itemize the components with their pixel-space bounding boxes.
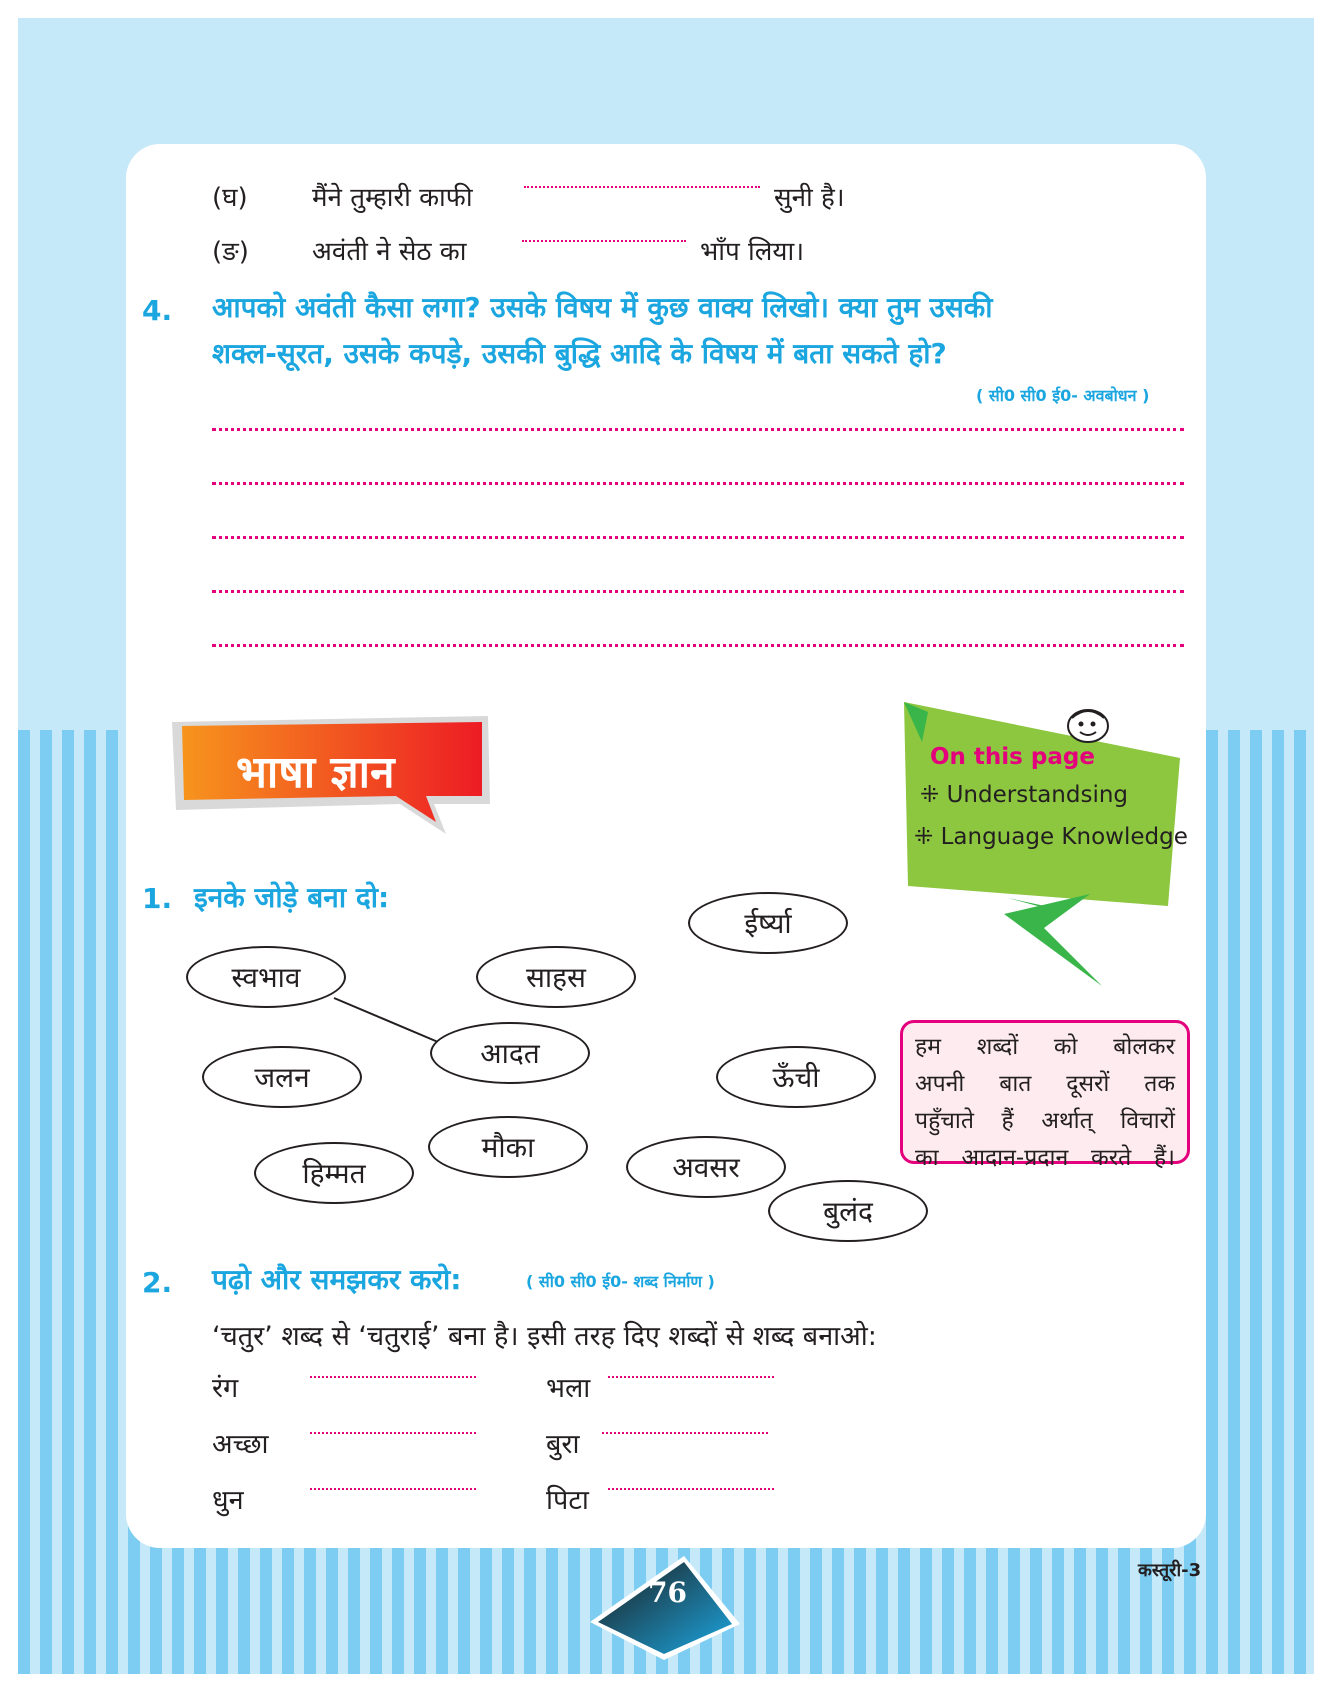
- ribbon-item-2: ⁜ Language Knowledge: [914, 824, 1188, 850]
- question-4-line-1: आपको अवंती कैसा लगा? उसके विषय में कुछ वाक्य लिखो। क्या तुम उसकी: [212, 291, 993, 324]
- answer-line[interactable]: [212, 590, 1184, 593]
- question-4-number: 4.: [142, 294, 173, 327]
- blank-label-gha: (घ): [212, 183, 248, 213]
- match-word-buland[interactable]: बुलंद: [768, 1180, 928, 1242]
- question-1-text: इनके जोड़े बना दो:: [194, 881, 390, 914]
- answer-blank[interactable]: [608, 1488, 774, 1490]
- child-face-icon: [1060, 706, 1116, 746]
- ribbon-item-1: ⁜ Understandsing: [920, 782, 1129, 808]
- info-line: पहुँचाते हैं अर्थात् विचारों: [915, 1108, 1175, 1134]
- match-word-avsar[interactable]: अवसर: [626, 1136, 786, 1198]
- answer-blank[interactable]: [310, 1488, 476, 1490]
- section-title: भाषा ज्ञान: [236, 747, 395, 798]
- question-2-text: पढ़ो और समझकर करो:: [212, 1263, 462, 1296]
- match-word-svabhav[interactable]: स्वभाव: [186, 946, 346, 1008]
- answer-blank[interactable]: [310, 1432, 476, 1434]
- question-4-line-2: शक्ल-सूरत, उसके कपड़े, उसकी बुद्धि आदि के विषय में बता सकते हो?: [212, 337, 947, 370]
- question-4-reference: ( सी0 सी0 ई0- अवबोधन ): [976, 386, 1150, 405]
- blank-label-nga: (ङ): [212, 237, 249, 267]
- blank-text-after-nga: भाँप लिया।: [700, 237, 805, 267]
- answer-line[interactable]: [212, 536, 1184, 539]
- ribbon-tail: [1004, 894, 1104, 986]
- answer-line[interactable]: [212, 428, 1184, 431]
- word-rang: रंग: [212, 1373, 239, 1404]
- info-line: अपनी बात दूसरों तक: [915, 1071, 1175, 1097]
- question-1-number: 1.: [142, 882, 173, 915]
- match-word-mauka[interactable]: मौका: [428, 1116, 588, 1178]
- page-number: 76: [648, 1576, 687, 1609]
- match-word-sahas[interactable]: साहस: [476, 946, 636, 1008]
- blank-text-after-gha: सुनी है।: [774, 183, 845, 213]
- bullet-icon: ⁜: [914, 824, 934, 850]
- word-pita: पिटा: [546, 1485, 589, 1516]
- ribbon-heading: On this page: [930, 744, 1095, 770]
- answer-line[interactable]: [212, 644, 1184, 647]
- answer-blank[interactable]: [602, 1432, 768, 1434]
- book-name: कस्तूरी-3: [1138, 1560, 1202, 1581]
- info-line: हम शब्दों को बोलकर: [915, 1034, 1175, 1060]
- match-word-himmat[interactable]: हिम्मत: [254, 1142, 414, 1204]
- answer-line[interactable]: [212, 482, 1184, 485]
- match-word-jalan[interactable]: जलन: [202, 1046, 362, 1108]
- bullet-icon: ⁜: [920, 782, 940, 808]
- word-dhun: धुन: [212, 1485, 244, 1516]
- blank-text-before-nga: अवंती ने सेठ का: [312, 237, 467, 267]
- match-word-irshya[interactable]: ईर्ष्या: [688, 892, 848, 954]
- match-word-aadat[interactable]: आदत: [430, 1022, 590, 1084]
- question-2-reference: ( सी0 सी0 ई0- शब्द निर्माण ): [526, 1272, 715, 1291]
- word-bhala: भला: [546, 1373, 591, 1404]
- word-bura: बुरा: [546, 1429, 580, 1460]
- blank-text-before-gha: मैंने तुम्हारी काफी: [312, 183, 473, 213]
- answer-blank[interactable]: [608, 1376, 774, 1378]
- blank-answer-line-nga[interactable]: [522, 240, 686, 242]
- word-achchha: अच्छा: [212, 1429, 269, 1460]
- info-box: [900, 1020, 1190, 1171]
- question-2-instruction: ‘चतुर’ शब्द से ‘चतुराई’ बना है। इसी तरह दिए शब्दों से शब्द बनाओ:: [212, 1321, 877, 1352]
- answer-blank[interactable]: [310, 1376, 476, 1378]
- question-2-number: 2.: [142, 1266, 173, 1299]
- match-word-unchi[interactable]: ऊँची: [716, 1046, 876, 1108]
- blank-answer-line-gha[interactable]: [524, 186, 760, 188]
- info-line: का आदान-प्रदान करते हैं।: [915, 1145, 1175, 1171]
